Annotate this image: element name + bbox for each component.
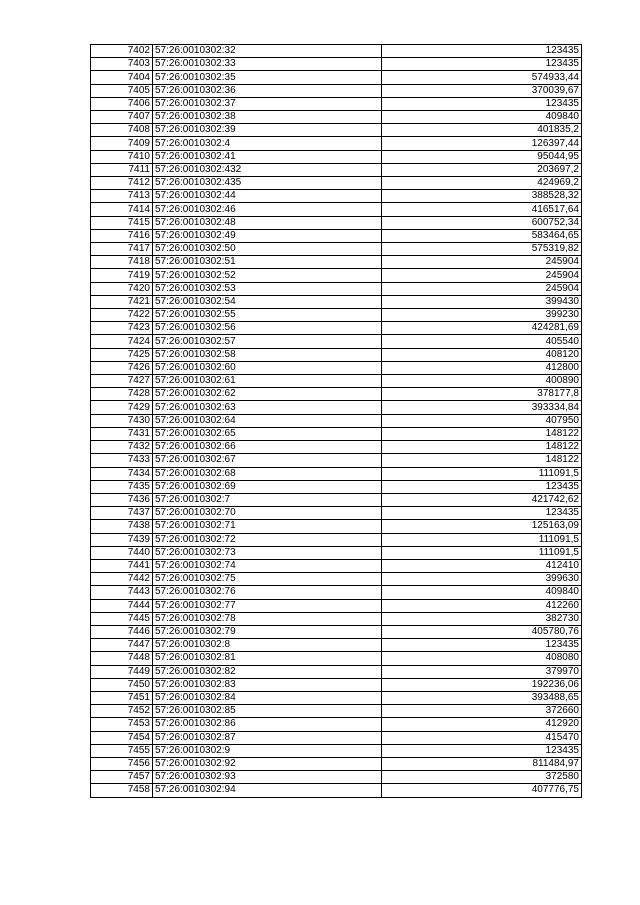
table-row — [91, 718, 582, 731]
cadastral-number: 57:26:0010302:65 — [153, 427, 382, 440]
row-number: 7411 — [91, 163, 153, 176]
cadastral-value: 111091,5 — [382, 467, 582, 480]
cadastral-value: 372660 — [382, 705, 582, 718]
table-row — [91, 771, 582, 784]
row-number: 7405 — [91, 84, 153, 97]
cadastral-number: 57:26:0010302:33 — [153, 58, 382, 71]
table-row — [91, 652, 582, 665]
row-number: 7404 — [91, 71, 153, 84]
table-row — [91, 124, 582, 137]
table-row — [91, 97, 582, 110]
cadastral-value: 245904 — [382, 282, 582, 295]
row-number: 7446 — [91, 625, 153, 638]
cadastral-value: 401835,2 — [382, 124, 582, 137]
cadastral-value: 409840 — [382, 586, 582, 599]
row-number: 7448 — [91, 652, 153, 665]
table-row — [91, 546, 582, 559]
cadastral-number: 57:26:0010302:62 — [153, 388, 382, 401]
table-row — [91, 507, 582, 520]
table-row — [91, 203, 582, 216]
cadastral-number: 57:26:0010302:37 — [153, 97, 382, 110]
row-number: 7443 — [91, 586, 153, 599]
table-row — [91, 625, 582, 638]
row-number: 7452 — [91, 705, 153, 718]
table-row — [91, 691, 582, 704]
cadastral-value: 424969,2 — [382, 177, 582, 190]
row-number: 7445 — [91, 612, 153, 625]
cadastral-value: 125163,09 — [382, 520, 582, 533]
cadastral-number: 57:26:0010302:50 — [153, 243, 382, 256]
table-row — [91, 784, 582, 797]
row-number: 7410 — [91, 150, 153, 163]
row-number: 7442 — [91, 573, 153, 586]
row-number: 7415 — [91, 216, 153, 229]
cadastral-value: 393334,84 — [382, 401, 582, 414]
row-number: 7418 — [91, 256, 153, 269]
cadastral-value: 421742,62 — [382, 493, 582, 506]
row-number: 7447 — [91, 639, 153, 652]
cadastral-number: 57:26:0010302:67 — [153, 454, 382, 467]
row-number: 7456 — [91, 757, 153, 770]
row-number: 7430 — [91, 414, 153, 427]
row-number: 7413 — [91, 190, 153, 203]
cadastral-number: 57:26:0010302:74 — [153, 559, 382, 572]
table-row — [91, 705, 582, 718]
cadastral-value: 399630 — [382, 573, 582, 586]
row-number: 7438 — [91, 520, 153, 533]
cadastral-value: 424281,69 — [382, 322, 582, 335]
cadastral-value: 123435 — [382, 639, 582, 652]
row-number: 7420 — [91, 282, 153, 295]
row-number: 7426 — [91, 361, 153, 374]
table-row — [91, 190, 582, 203]
row-number: 7402 — [91, 45, 153, 58]
table-row — [91, 45, 582, 58]
table-row — [91, 599, 582, 612]
table-row — [91, 111, 582, 124]
row-number: 7436 — [91, 493, 153, 506]
cadastral-value: 95044,95 — [382, 150, 582, 163]
table-row — [91, 520, 582, 533]
table-row — [91, 612, 582, 625]
cadastral-value: 412410 — [382, 559, 582, 572]
cadastral-number: 57:26:0010302:57 — [153, 335, 382, 348]
row-number: 7439 — [91, 533, 153, 546]
cadastral-value-table — [90, 44, 582, 798]
table-row — [91, 731, 582, 744]
row-number: 7444 — [91, 599, 153, 612]
row-number: 7419 — [91, 269, 153, 282]
cadastral-number: 57:26:0010302:92 — [153, 757, 382, 770]
cadastral-value: 811484,97 — [382, 757, 582, 770]
cadastral-number: 57:26:0010302:71 — [153, 520, 382, 533]
cadastral-value: 405540 — [382, 335, 582, 348]
table-row — [91, 414, 582, 427]
cadastral-number: 57:26:0010302:54 — [153, 295, 382, 308]
row-number: 7454 — [91, 731, 153, 744]
cadastral-value: 378177,8 — [382, 388, 582, 401]
cadastral-number: 57:26:0010302:83 — [153, 678, 382, 691]
cadastral-value: 203697,2 — [382, 163, 582, 176]
table-row — [91, 427, 582, 440]
table-row — [91, 177, 582, 190]
row-number: 7434 — [91, 467, 153, 480]
cadastral-number: 57:26:0010302:58 — [153, 348, 382, 361]
table-row — [91, 348, 582, 361]
row-number: 7441 — [91, 559, 153, 572]
row-number: 7450 — [91, 678, 153, 691]
cadastral-value: 123435 — [382, 480, 582, 493]
cadastral-number: 57:26:0010302:73 — [153, 546, 382, 559]
cadastral-value: 415470 — [382, 731, 582, 744]
cadastral-number: 57:26:0010302:70 — [153, 507, 382, 520]
cadastral-number: 57:26:0010302:55 — [153, 309, 382, 322]
cadastral-value: 600752,34 — [382, 216, 582, 229]
row-number: 7453 — [91, 718, 153, 731]
row-number: 7427 — [91, 375, 153, 388]
table-row — [91, 243, 582, 256]
table-row — [91, 84, 582, 97]
row-number: 7457 — [91, 771, 153, 784]
cadastral-number: 57:26:0010302:432 — [153, 163, 382, 176]
table-row — [91, 586, 582, 599]
table-row — [91, 678, 582, 691]
cadastral-value: 400890 — [382, 375, 582, 388]
cadastral-value: 407950 — [382, 414, 582, 427]
cadastral-number: 57:26:0010302:8 — [153, 639, 382, 652]
cadastral-value: 192236,06 — [382, 678, 582, 691]
cadastral-value: 408120 — [382, 348, 582, 361]
cadastral-number: 57:26:0010302:7 — [153, 493, 382, 506]
table-row — [91, 388, 582, 401]
cadastral-value: 148122 — [382, 427, 582, 440]
table-row — [91, 71, 582, 84]
row-number: 7432 — [91, 441, 153, 454]
row-number: 7424 — [91, 335, 153, 348]
row-number: 7423 — [91, 322, 153, 335]
table-row — [91, 533, 582, 546]
row-number: 7458 — [91, 784, 153, 797]
row-number: 7449 — [91, 665, 153, 678]
cadastral-number: 57:26:0010302:81 — [153, 652, 382, 665]
cadastral-number: 57:26:0010302:94 — [153, 784, 382, 797]
row-number: 7412 — [91, 177, 153, 190]
cadastral-number: 57:26:0010302:41 — [153, 150, 382, 163]
table-row — [91, 441, 582, 454]
cadastral-number: 57:26:0010302:60 — [153, 361, 382, 374]
row-number: 7403 — [91, 58, 153, 71]
cadastral-number: 57:26:0010302:63 — [153, 401, 382, 414]
table-row — [91, 137, 582, 150]
table-row — [91, 639, 582, 652]
cadastral-number: 57:26:0010302:68 — [153, 467, 382, 480]
cadastral-number: 57:26:0010302:64 — [153, 414, 382, 427]
cadastral-value: 111091,5 — [382, 546, 582, 559]
table-row — [91, 665, 582, 678]
cadastral-value: 148122 — [382, 454, 582, 467]
cadastral-value: 399430 — [382, 295, 582, 308]
table-row — [91, 295, 582, 308]
cadastral-number: 57:26:0010302:78 — [153, 612, 382, 625]
cadastral-value: 111091,5 — [382, 533, 582, 546]
cadastral-value: 575319,82 — [382, 243, 582, 256]
cadastral-number: 57:26:0010302:48 — [153, 216, 382, 229]
row-number: 7437 — [91, 507, 153, 520]
row-number: 7425 — [91, 348, 153, 361]
cadastral-number: 57:26:0010302:44 — [153, 190, 382, 203]
cadastral-number: 57:26:0010302:32 — [153, 45, 382, 58]
cadastral-value: 245904 — [382, 269, 582, 282]
cadastral-value: 399230 — [382, 309, 582, 322]
row-number: 7455 — [91, 744, 153, 757]
table-row — [91, 573, 582, 586]
cadastral-value: 123435 — [382, 507, 582, 520]
cadastral-number: 57:26:0010302:86 — [153, 718, 382, 731]
row-number: 7422 — [91, 309, 153, 322]
table-row — [91, 163, 582, 176]
cadastral-value: 123435 — [382, 45, 582, 58]
cadastral-number: 57:26:0010302:53 — [153, 282, 382, 295]
table-row — [91, 454, 582, 467]
table-row — [91, 401, 582, 414]
cadastral-number: 57:26:0010302:75 — [153, 573, 382, 586]
cadastral-number: 57:26:0010302:87 — [153, 731, 382, 744]
table-row — [91, 229, 582, 242]
table-row — [91, 322, 582, 335]
cadastral-number: 57:26:0010302:9 — [153, 744, 382, 757]
row-number: 7431 — [91, 427, 153, 440]
cadastral-value: 409840 — [382, 111, 582, 124]
row-number: 7440 — [91, 546, 153, 559]
row-number: 7428 — [91, 388, 153, 401]
cadastral-number: 57:26:0010302:85 — [153, 705, 382, 718]
cadastral-number: 57:26:0010302:72 — [153, 533, 382, 546]
table-row — [91, 375, 582, 388]
cadastral-value: 412260 — [382, 599, 582, 612]
cadastral-value: 382730 — [382, 612, 582, 625]
table-row — [91, 216, 582, 229]
cadastral-value: 412920 — [382, 718, 582, 731]
table-row — [91, 150, 582, 163]
cadastral-value: 393488,65 — [382, 691, 582, 704]
cadastral-number: 57:26:0010302:69 — [153, 480, 382, 493]
cadastral-number: 57:26:0010302:35 — [153, 71, 382, 84]
table-row — [91, 256, 582, 269]
table-body — [91, 45, 582, 798]
table-row — [91, 493, 582, 506]
table-row — [91, 467, 582, 480]
table-row — [91, 269, 582, 282]
cadastral-number: 57:26:0010302:49 — [153, 229, 382, 242]
table-row — [91, 744, 582, 757]
cadastral-number: 57:26:0010302:61 — [153, 375, 382, 388]
table-row — [91, 361, 582, 374]
cadastral-number: 57:26:0010302:82 — [153, 665, 382, 678]
row-number: 7421 — [91, 295, 153, 308]
cadastral-value: 370039,67 — [382, 84, 582, 97]
row-number: 7416 — [91, 229, 153, 242]
cadastral-value: 416517,64 — [382, 203, 582, 216]
row-number: 7429 — [91, 401, 153, 414]
table-row — [91, 58, 582, 71]
cadastral-number: 57:26:0010302:93 — [153, 771, 382, 784]
cadastral-value: 126397,44 — [382, 137, 582, 150]
row-number: 7417 — [91, 243, 153, 256]
cadastral-value: 123435 — [382, 58, 582, 71]
cadastral-number: 57:26:0010302:39 — [153, 124, 382, 137]
table-row — [91, 309, 582, 322]
table-row — [91, 335, 582, 348]
cadastral-number: 57:26:0010302:56 — [153, 322, 382, 335]
table-row — [91, 282, 582, 295]
cadastral-value: 372580 — [382, 771, 582, 784]
cadastral-value: 574933,44 — [382, 71, 582, 84]
row-number: 7407 — [91, 111, 153, 124]
cadastral-number: 57:26:0010302:435 — [153, 177, 382, 190]
row-number: 7414 — [91, 203, 153, 216]
cadastral-number: 57:26:0010302:77 — [153, 599, 382, 612]
cadastral-number: 57:26:0010302:36 — [153, 84, 382, 97]
cadastral-number: 57:26:0010302:79 — [153, 625, 382, 638]
cadastral-value: 407776,75 — [382, 784, 582, 797]
table-row — [91, 559, 582, 572]
row-number: 7451 — [91, 691, 153, 704]
cadastral-value: 245904 — [382, 256, 582, 269]
row-number: 7433 — [91, 454, 153, 467]
cadastral-number: 57:26:0010302:38 — [153, 111, 382, 124]
cadastral-value: 412800 — [382, 361, 582, 374]
cadastral-number: 57:26:0010302:76 — [153, 586, 382, 599]
cadastral-number: 57:26:0010302:46 — [153, 203, 382, 216]
cadastral-number: 57:26:0010302:51 — [153, 256, 382, 269]
cadastral-value: 123435 — [382, 97, 582, 110]
row-number: 7409 — [91, 137, 153, 150]
cadastral-value: 583464,65 — [382, 229, 582, 242]
table-row — [91, 757, 582, 770]
cadastral-number: 57:26:0010302:4 — [153, 137, 382, 150]
row-number: 7406 — [91, 97, 153, 110]
cadastral-number: 57:26:0010302:52 — [153, 269, 382, 282]
cadastral-value: 379970 — [382, 665, 582, 678]
cadastral-value: 408080 — [382, 652, 582, 665]
row-number: 7408 — [91, 124, 153, 137]
cadastral-value: 148122 — [382, 441, 582, 454]
cadastral-value: 405780,76 — [382, 625, 582, 638]
cadastral-value: 388528,32 — [382, 190, 582, 203]
row-number: 7435 — [91, 480, 153, 493]
cadastral-number: 57:26:0010302:84 — [153, 691, 382, 704]
table-row — [91, 480, 582, 493]
cadastral-number: 57:26:0010302:66 — [153, 441, 382, 454]
cadastral-value: 123435 — [382, 744, 582, 757]
